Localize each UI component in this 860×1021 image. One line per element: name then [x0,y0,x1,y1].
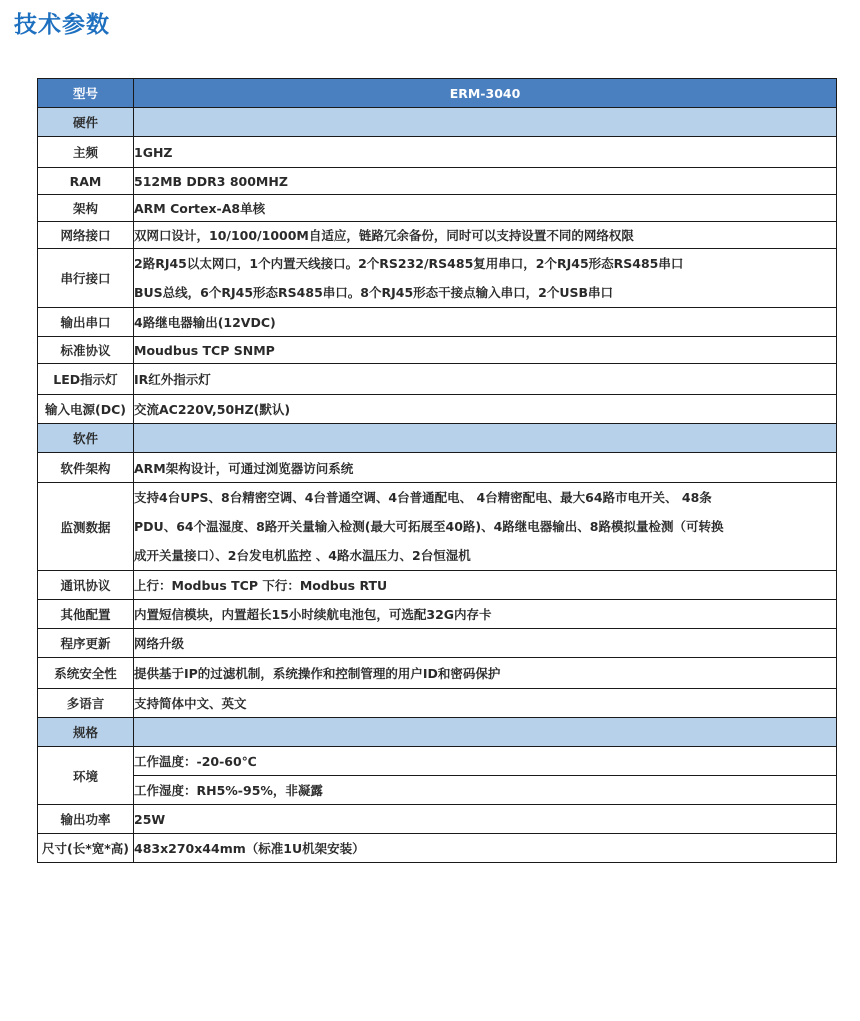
table-row [38,168,837,195]
section-hardware-label: 硬件 [38,108,134,137]
row-value-line: 2路RJ45以太网口，1个内置天线接口。2个RS232/RS485复用串口，2个RJ45形态RS485串口 [134,256,684,271]
row-value: 网络升级 [134,629,837,658]
row-value: ARM架构设计，可通过浏览器访问系统 [134,453,837,483]
table-row [38,834,837,863]
row-label: 网络接口 [38,222,134,249]
section-hardware-row [38,108,837,137]
row-label: 尺寸(长*宽*高) [38,834,134,863]
table-row [38,629,837,658]
table-row [38,222,837,249]
row-value: 交流AC220V,50HZ(默认) [134,395,837,424]
row-value: 1GHZ [134,137,837,168]
row-label: 标准协议 [38,337,134,364]
row-label: 环境 [38,747,134,805]
table-row [38,747,837,776]
row-label: 输入电源(DC) [38,395,134,424]
row-value-line: PDU、64个温湿度、8路开关量输入检测(最大可拓展至40路)、4路继电器输出、8路模拟量检测（可转换 [134,519,724,534]
row-label: 输出串口 [38,308,134,337]
model-label: 型号 [38,79,134,108]
row-label: 输出功率 [38,805,134,834]
row-value-line: BUS总线，6个RJ45形态RS485串口。8个RJ45形态干接点输入串口，2个USB串口 [134,285,614,300]
row-label: 监测数据 [38,483,134,571]
row-value: 工作温度：-20-60℃ [134,747,837,776]
row-value [134,483,837,571]
row-value: Moudbus TCP SNMP [134,337,837,364]
row-value [134,249,837,308]
model-value: ERM-3040 [134,79,837,108]
row-value: 上行：Modbus TCP 下行：Modbus RTU [134,571,837,600]
row-value: 512MB DDR3 800MHZ [134,168,837,195]
row-label: 主频 [38,137,134,168]
row-label: 程序更新 [38,629,134,658]
table-row [38,776,837,805]
table-row [38,689,837,718]
section-spec-row [38,718,837,747]
table-row [38,308,837,337]
row-label: 串行接口 [38,249,134,308]
table-row [38,395,837,424]
row-value: 483x270x44mm（标准1U机架安装） [134,834,837,863]
section-hardware-fill [134,108,837,137]
table-row [38,337,837,364]
page-title: 技术参数 [14,12,110,38]
row-label: 系统安全性 [38,658,134,689]
table-row [38,249,837,308]
row-label: 通讯协议 [38,571,134,600]
row-value: 工作湿度：RH5%-95%，非凝露 [134,776,837,805]
table-row [38,137,837,168]
row-label: RAM [38,168,134,195]
section-software-row [38,424,837,453]
spec-table [37,78,837,863]
row-value: 支持简体中文、英文 [134,689,837,718]
table-row [38,483,837,571]
table-row [38,195,837,222]
row-value: 25W [134,805,837,834]
table-row [38,600,837,629]
row-value: ARM Cortex-A8单核 [134,195,837,222]
section-spec-label: 规格 [38,718,134,747]
row-value-line: 支持4台UPS、8台精密空调、4台普通空调、4台普通配电、 4台精密配电、最大64路市电开关、 48条 [134,490,712,505]
table-row [38,453,837,483]
table-row [38,805,837,834]
row-value: 内置短信模块，内置超长15小时续航电池包，可选配32G内存卡 [134,600,837,629]
row-label: 架构 [38,195,134,222]
row-value: IR红外指示灯 [134,364,837,395]
row-value: 4路继电器输出(12VDC) [134,308,837,337]
table-row [38,571,837,600]
row-label: LED指示灯 [38,364,134,395]
row-value-line: 成开关量接口）、2台发电机监控 、4路水温压力、2台恒湿机 [134,548,471,563]
section-spec-fill [134,718,837,747]
row-label: 软件架构 [38,453,134,483]
row-value: 提供基于IP的过滤机制，系统操作和控制管理的用户ID和密码保护 [134,658,837,689]
row-label: 其他配置 [38,600,134,629]
row-value: 双网口设计，10/100/1000M自适应，链路冗余备份，同时可以支持设置不同的网络权限 [134,222,837,249]
table-row [38,364,837,395]
table-header-row [38,79,837,108]
section-software-fill [134,424,837,453]
section-software-label: 软件 [38,424,134,453]
table-row [38,658,837,689]
row-label: 多语言 [38,689,134,718]
